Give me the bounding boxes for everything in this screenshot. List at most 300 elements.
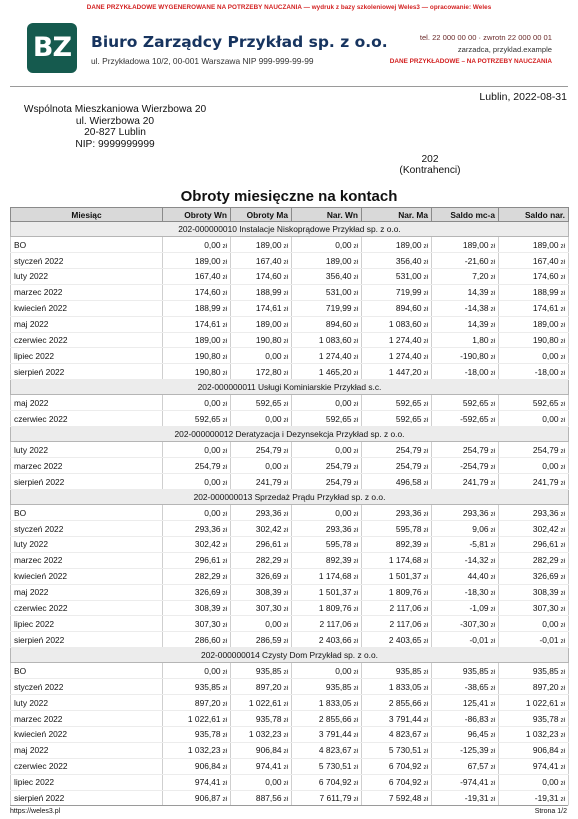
recipient-name: Wspólnota Mieszkaniowa Wierzbowa 20 <box>23 104 207 115</box>
table-row <box>11 458 569 474</box>
table-row <box>11 790 569 806</box>
cell-month-balance <box>432 253 499 269</box>
currency-unit: zł <box>353 668 358 676</box>
currency-unit: zł <box>283 668 288 676</box>
currency-unit: zł <box>222 795 227 803</box>
currency-unit: zł <box>283 542 288 550</box>
currency-unit: zł <box>490 684 495 692</box>
cell-month: luty 2022 <box>11 268 163 284</box>
currency-unit: zł <box>560 621 565 629</box>
cell-cumulative-balance <box>499 505 569 521</box>
amount-value: 2 403,66 <box>318 634 352 645</box>
cell-month: styczeń 2022 <box>11 521 163 537</box>
cell-month: maj 2022 <box>11 742 163 758</box>
cell-month-balance <box>432 395 499 411</box>
cell-month: maj 2022 <box>11 584 163 600</box>
amount-value: 241,79 <box>532 476 559 487</box>
currency-unit: zł <box>222 306 227 314</box>
place-date: Lublin, 2022-08-31 <box>479 91 567 103</box>
amount-value: 897,20 <box>194 697 221 708</box>
cell-cumulative-credit <box>362 695 432 711</box>
currency-unit: zł <box>222 684 227 692</box>
column-header-cumulative-credit: Nar. Ma <box>362 208 432 222</box>
cell-cumulative-balance <box>499 253 569 269</box>
cell-turnover-debit <box>163 568 231 584</box>
company-name: Biuro Zarządcy Przykład sp. z o.o. <box>91 33 388 51</box>
cell-turnover-debit <box>163 284 231 300</box>
currency-unit: zł <box>423 258 428 266</box>
cell-cumulative-balance <box>499 790 569 806</box>
cell-cumulative-credit <box>362 616 432 632</box>
cell-cumulative-debit <box>292 742 362 758</box>
cell-turnover-credit <box>231 284 292 300</box>
currency-unit: zł <box>283 479 288 487</box>
currency-unit: zł <box>283 637 288 645</box>
amount-value: 174,61 <box>532 303 559 314</box>
currency-unit: zł <box>353 748 358 756</box>
cell-cumulative-balance <box>499 521 569 537</box>
cell-cumulative-balance <box>499 663 569 679</box>
cell-month-balance <box>432 237 499 253</box>
cell-cumulative-debit <box>292 268 362 284</box>
amount-value: -14,38 <box>464 303 489 314</box>
cell-cumulative-credit <box>362 474 432 490</box>
amount-value: 302,42 <box>532 523 559 534</box>
currency-unit: zł <box>222 780 227 788</box>
amount-value: 1 032,23 <box>248 729 282 740</box>
table-body <box>11 222 569 806</box>
amount-value: 906,84 <box>532 745 559 756</box>
table-row <box>11 411 569 427</box>
amount-value: 894,60 <box>325 319 352 330</box>
account-group-row <box>11 222 569 237</box>
cell-cumulative-debit <box>292 537 362 553</box>
cell-cumulative-debit <box>292 411 362 427</box>
cell-month: luty 2022 <box>11 442 163 458</box>
amount-value: 14,39 <box>467 287 489 298</box>
currency-unit: zł <box>222 574 227 582</box>
cell-turnover-credit <box>231 253 292 269</box>
currency-unit: zł <box>283 684 288 692</box>
cell-cumulative-credit <box>362 726 432 742</box>
amount-value: 0,00 <box>204 476 221 487</box>
amount-value: 935,78 <box>532 713 559 724</box>
cell-turnover-credit <box>231 584 292 600</box>
cell-cumulative-balance <box>499 632 569 648</box>
cell-cumulative-credit <box>362 364 432 380</box>
cell-month: sierpień 2022 <box>11 632 163 648</box>
amount-value: 935,85 <box>194 681 221 692</box>
amount-value: -5,81 <box>469 539 489 550</box>
table-row <box>11 442 569 458</box>
cell-cumulative-debit <box>292 663 362 679</box>
amount-value: 4 823,67 <box>388 729 422 740</box>
cell-turnover-debit <box>163 632 231 648</box>
cell-turnover-credit <box>231 395 292 411</box>
amount-value: 3 791,44 <box>318 729 352 740</box>
cell-month-balance <box>432 505 499 521</box>
cell-month-balance <box>432 679 499 695</box>
amount-value: 254,79 <box>532 444 559 455</box>
table-row <box>11 268 569 284</box>
cell-month: BO <box>11 237 163 253</box>
cell-turnover-debit <box>163 790 231 806</box>
table-row <box>11 537 569 553</box>
amount-value: 595,78 <box>395 523 422 534</box>
account-group-title: 202-000000012 Deratyzacja i Dezynsekcja Przykład sp. z o.o. <box>11 427 569 442</box>
cell-cumulative-balance <box>499 774 569 790</box>
cell-cumulative-balance <box>499 726 569 742</box>
cell-cumulative-credit <box>362 632 432 648</box>
cell-cumulative-credit <box>362 774 432 790</box>
cell-month-balance <box>432 316 499 332</box>
currency-unit: zł <box>283 732 288 740</box>
cell-cumulative-debit <box>292 364 362 380</box>
currency-unit: zł <box>283 290 288 298</box>
amount-value: 282,29 <box>255 555 282 566</box>
cell-cumulative-credit <box>362 584 432 600</box>
currency-unit: zł <box>423 400 428 408</box>
cell-month-balance <box>432 268 499 284</box>
amount-value: 254,79 <box>325 460 352 471</box>
amount-value: 906,87 <box>194 792 221 803</box>
currency-unit: zł <box>283 306 288 314</box>
cell-cumulative-debit <box>292 505 362 521</box>
currency-unit: zł <box>490 621 495 629</box>
amount-value: 5 730,51 <box>318 761 352 772</box>
amount-value: 892,39 <box>395 539 422 550</box>
cell-month-balance <box>432 458 499 474</box>
cell-month-balance <box>432 790 499 806</box>
currency-unit: zł <box>560 795 565 803</box>
currency-unit: zł <box>560 306 565 314</box>
cell-cumulative-balance <box>499 284 569 300</box>
table-row <box>11 505 569 521</box>
amount-value: 167,40 <box>194 271 221 282</box>
currency-unit: zł <box>560 700 565 708</box>
cell-month: czerwiec 2022 <box>11 600 163 616</box>
amount-value: 189,00 <box>255 319 282 330</box>
cell-cumulative-balance <box>499 411 569 427</box>
cell-month: sierpień 2022 <box>11 364 163 380</box>
cell-turnover-debit <box>163 600 231 616</box>
cell-cumulative-debit <box>292 711 362 727</box>
amount-value: 2 117,06 <box>389 603 422 613</box>
currency-unit: zł <box>283 463 288 471</box>
cell-cumulative-balance <box>499 348 569 364</box>
currency-unit: zł <box>490 526 495 534</box>
cell-turnover-debit <box>163 695 231 711</box>
amount-value: 286,60 <box>194 634 221 645</box>
cell-cumulative-credit <box>362 316 432 332</box>
cell-turnover-credit <box>231 521 292 537</box>
currency-unit: zł <box>423 700 428 708</box>
cell-cumulative-balance <box>499 616 569 632</box>
currency-unit: zł <box>560 542 565 550</box>
currency-unit: zł <box>222 510 227 518</box>
amount-value: 174,61 <box>255 303 282 314</box>
currency-unit: zł <box>490 780 495 788</box>
currency-unit: zł <box>423 510 428 518</box>
amount-value: 293,36 <box>462 507 489 518</box>
amount-value: 1 032,23 <box>187 745 221 756</box>
cell-turnover-credit <box>231 616 292 632</box>
cell-cumulative-balance <box>499 568 569 584</box>
report-title: Obroty miesięczne na kontach <box>180 188 398 205</box>
amount-value: 67,57 <box>467 761 489 772</box>
currency-unit: zł <box>222 242 227 250</box>
cell-turnover-debit <box>163 237 231 253</box>
cell-turnover-credit <box>231 600 292 616</box>
cell-turnover-credit <box>231 537 292 553</box>
amount-value: 935,85 <box>395 665 422 676</box>
currency-unit: zł <box>222 748 227 756</box>
currency-unit: zł <box>222 732 227 740</box>
amount-value: 531,00 <box>325 287 352 298</box>
currency-unit: zł <box>490 795 495 803</box>
table-row <box>11 332 569 348</box>
currency-unit: zł <box>423 274 428 282</box>
amount-value: 935,85 <box>325 681 352 692</box>
cell-cumulative-debit <box>292 395 362 411</box>
table-row <box>11 395 569 411</box>
amount-value: 892,39 <box>325 555 352 566</box>
currency-unit: zł <box>490 400 495 408</box>
currency-unit: zł <box>423 463 428 471</box>
amount-value: -19,31 <box>534 792 559 803</box>
currency-unit: zł <box>283 606 288 613</box>
currency-unit: zł <box>423 780 428 788</box>
amount-value: 241,79 <box>255 476 282 487</box>
amount-value: 296,61 <box>255 539 282 550</box>
currency-unit: zł <box>560 274 565 282</box>
cell-cumulative-credit <box>362 600 432 616</box>
amount-value: 2 117,06 <box>319 618 352 629</box>
currency-unit: zł <box>353 732 358 740</box>
cell-month-balance <box>432 284 499 300</box>
amount-value: 286,59 <box>255 634 282 645</box>
currency-unit: zł <box>283 447 288 455</box>
amount-value: 308,39 <box>532 587 559 598</box>
cell-cumulative-debit <box>292 600 362 616</box>
currency-unit: zł <box>353 558 358 566</box>
currency-unit: zł <box>490 542 495 550</box>
amount-value: -307,30 <box>460 618 489 629</box>
amount-value: 592,65 <box>462 397 489 408</box>
amount-value: 0,00 <box>335 239 352 250</box>
amount-value: 6 704,92 <box>388 777 422 788</box>
currency-unit: zł <box>283 590 288 598</box>
currency-unit: zł <box>560 416 565 424</box>
cell-month: styczeń 2022 <box>11 679 163 695</box>
cell-cumulative-credit <box>362 521 432 537</box>
cell-cumulative-credit <box>362 332 432 348</box>
amount-value: 2 855,66 <box>388 697 422 708</box>
amount-value: 296,61 <box>194 555 221 566</box>
account-label: (Kontrahenci) <box>399 165 461 177</box>
table-row <box>11 742 569 758</box>
currency-unit: zł <box>490 716 495 724</box>
currency-unit: zł <box>560 780 565 788</box>
cell-turnover-credit <box>231 758 292 774</box>
cell-cumulative-debit <box>292 284 362 300</box>
cell-month: lipiec 2022 <box>11 774 163 790</box>
cell-month: kwiecień 2022 <box>11 300 163 316</box>
currency-unit: zł <box>423 242 428 250</box>
amount-value: -974,41 <box>460 777 489 788</box>
amount-value: -190,80 <box>460 350 489 361</box>
currency-unit: zł <box>353 322 358 330</box>
currency-unit: zł <box>490 337 495 345</box>
cell-cumulative-balance <box>499 237 569 253</box>
amount-value: -18,00 <box>464 366 489 377</box>
cell-turnover-debit <box>163 474 231 490</box>
currency-unit: zł <box>490 700 495 708</box>
cell-month-balance <box>432 537 499 553</box>
amount-value: -19,31 <box>464 792 489 803</box>
table-row <box>11 711 569 727</box>
amount-value: 0,00 <box>265 350 282 361</box>
amount-value: -14,32 <box>464 555 489 566</box>
cell-turnover-debit <box>163 505 231 521</box>
currency-unit: zł <box>283 764 288 772</box>
amount-value: 1 083,60 <box>388 319 422 330</box>
table-row <box>11 284 569 300</box>
cell-month: sierpień 2022 <box>11 474 163 490</box>
currency-unit: zł <box>353 606 358 613</box>
amount-value: -0,01 <box>469 634 489 645</box>
cell-month: BO <box>11 505 163 521</box>
amount-value: 974,41 <box>255 761 282 772</box>
amount-value: -21,60 <box>464 255 489 266</box>
amount-value: -86,83 <box>464 713 489 724</box>
cell-cumulative-balance <box>499 268 569 284</box>
amount-value: 935,78 <box>194 729 221 740</box>
amount-value: 1 809,76 <box>318 603 352 613</box>
currency-unit: zł <box>353 700 358 708</box>
amount-value: 1 447,20 <box>388 366 422 377</box>
amount-value: 974,41 <box>194 777 221 788</box>
currency-unit: zł <box>423 732 428 740</box>
currency-unit: zł <box>283 621 288 629</box>
cell-turnover-debit <box>163 521 231 537</box>
cell-cumulative-debit <box>292 774 362 790</box>
cell-turnover-credit <box>231 568 292 584</box>
account-number: 202 <box>421 154 439 165</box>
cell-cumulative-debit <box>292 758 362 774</box>
cell-turnover-debit <box>163 552 231 568</box>
currency-unit: zł <box>490 416 495 424</box>
currency-unit: zł <box>222 621 227 629</box>
cell-cumulative-credit <box>362 742 432 758</box>
cell-turnover-debit <box>163 442 231 458</box>
cell-turnover-credit <box>231 316 292 332</box>
account-group-title: 202-000000014 Czysty Dom Przykład sp. z o.o. <box>11 648 569 663</box>
cell-turnover-credit <box>231 695 292 711</box>
currency-unit: zł <box>423 795 428 803</box>
amount-value: 6 704,92 <box>388 761 422 772</box>
cell-month-balance <box>432 584 499 600</box>
currency-unit: zł <box>353 764 358 772</box>
cell-month-balance <box>432 632 499 648</box>
amount-value: 307,30 <box>194 618 221 629</box>
cell-cumulative-credit <box>362 395 432 411</box>
amount-value: 293,36 <box>532 507 559 518</box>
currency-unit: zł <box>423 526 428 534</box>
cell-cumulative-balance <box>499 458 569 474</box>
currency-unit: zł <box>283 780 288 788</box>
amount-value: 935,78 <box>255 713 282 724</box>
currency-unit: zł <box>222 290 227 298</box>
currency-unit: zł <box>490 463 495 471</box>
cell-turnover-debit <box>163 663 231 679</box>
amount-value: 125,41 <box>462 697 489 708</box>
amount-value: 3 791,44 <box>388 713 422 724</box>
company-sample-note: DANE PRZYKŁADOWE – NA POTRZEBY NAUCZANIA <box>389 58 552 65</box>
currency-unit: zł <box>560 590 565 598</box>
currency-unit: zł <box>353 795 358 803</box>
cell-month-balance <box>432 711 499 727</box>
cell-cumulative-debit <box>292 679 362 695</box>
account-group-row <box>11 427 569 442</box>
cell-cumulative-debit <box>292 616 362 632</box>
amount-value: 293,36 <box>255 507 282 518</box>
recipient-street: ul. Wierzbowa 20 <box>75 115 155 127</box>
cell-month: marzec 2022 <box>11 284 163 300</box>
amount-value: -1,09 <box>469 603 489 613</box>
cell-cumulative-balance <box>499 742 569 758</box>
currency-unit: zł <box>222 606 227 613</box>
currency-unit: zł <box>222 700 227 708</box>
currency-unit: zł <box>353 447 358 455</box>
amount-value: 1 022,61 <box>187 713 221 724</box>
amount-value: -254,79 <box>460 460 489 471</box>
cell-month: lipiec 2022 <box>11 348 163 364</box>
cell-month: maj 2022 <box>11 395 163 411</box>
currency-unit: zł <box>353 258 358 266</box>
cell-month-balance <box>432 600 499 616</box>
currency-unit: zł <box>283 242 288 250</box>
cell-month: marzec 2022 <box>11 711 163 727</box>
currency-unit: zł <box>353 306 358 314</box>
currency-unit: zł <box>423 558 428 566</box>
currency-unit: zł <box>490 606 495 613</box>
footer-page-number: Strona 1/2 <box>534 808 567 815</box>
amount-value: 592,65 <box>532 397 559 408</box>
currency-unit: zł <box>490 748 495 756</box>
account-block <box>380 154 480 177</box>
cell-turnover-credit <box>231 505 292 521</box>
cell-month: marzec 2022 <box>11 458 163 474</box>
amount-value: 174,60 <box>255 271 282 282</box>
amount-value: -18,00 <box>534 366 559 377</box>
currency-unit: zł <box>353 479 358 487</box>
amount-value: 167,40 <box>532 255 559 266</box>
currency-unit: zł <box>560 684 565 692</box>
currency-unit: zł <box>423 322 428 330</box>
amount-value: 0,00 <box>265 413 282 424</box>
cell-turnover-credit <box>231 726 292 742</box>
currency-unit: zł <box>560 290 565 298</box>
cell-turnover-credit <box>231 364 292 380</box>
amount-value: 2 403,65 <box>388 634 422 645</box>
cell-turnover-credit <box>231 774 292 790</box>
currency-unit: zł <box>560 242 565 250</box>
currency-unit: zł <box>423 353 428 361</box>
cell-cumulative-credit <box>362 505 432 521</box>
currency-unit: zł <box>423 369 428 377</box>
currency-unit: zł <box>353 400 358 408</box>
